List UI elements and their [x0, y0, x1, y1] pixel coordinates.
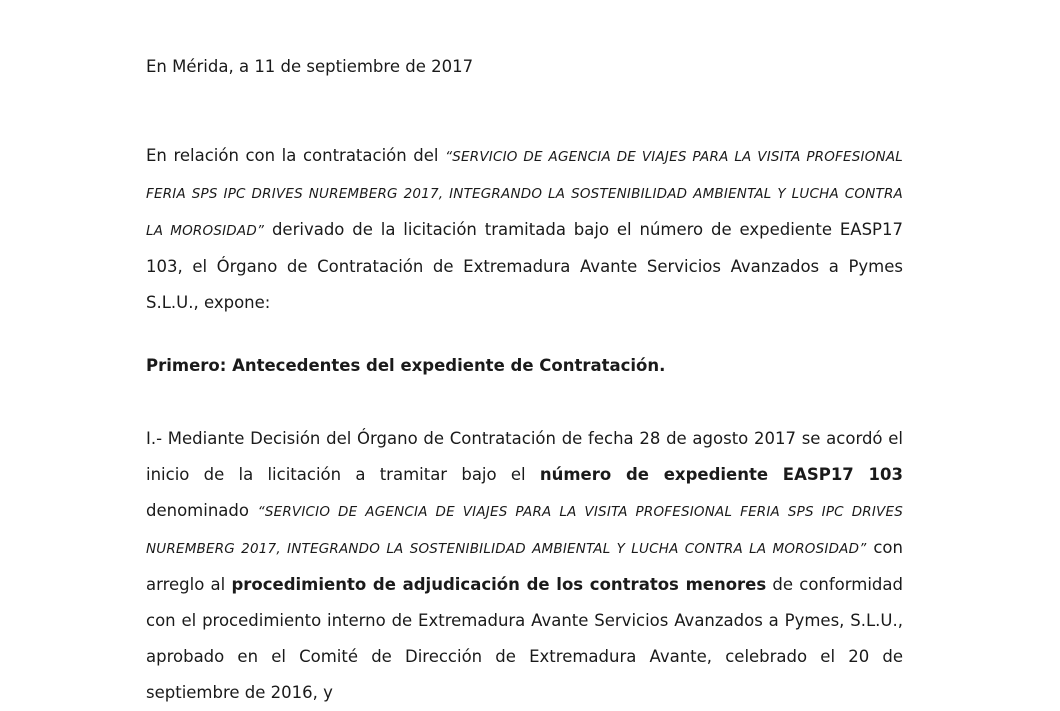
- section-heading-primero: Primero: Antecedentes del expediente de Contratación.: [146, 356, 666, 375]
- section-i-text-1: I.- Mediante Decisión del Órgano de Contratación de fecha 28 de agosto 2017 se acordó el inicio de la licitación a tramitar bajo el: [146, 429, 903, 484]
- section-i-text-4: de conformidad con el procedimiento interno de Extremadura Avante Servicios Avanzados a Pymes, S.L.U., aprobado en el Comité de Dirección de Extremadura Avante, celebrado el 20 de septiembre de 2016, y: [146, 575, 903, 702]
- intro-text-start: En relación con la contratación del: [146, 146, 446, 165]
- section-i-text-2: denominado: [146, 501, 258, 520]
- date-line: En Mérida, a 11 de septiembre de 2017: [146, 57, 474, 76]
- contract-title: “SERVICIO DE AGENCIA DE VIAJES PARA LA VISITA PROFESIONAL FERIA SPS IPC DRIVES NUREMBERG 2017, INTEGRANDO LA SOSTENIBILIDAD AMBIENTAL Y LUCHA CONTRA LA MOROSIDAD”: [146, 149, 903, 239]
- contract-title-repeat: “SERVICIO DE AGENCIA DE VIAJES PARA LA VISITA PROFESIONAL FERIA SPS IPC DRIVES NUREMBERG 2017, INTEGRANDO LA SOSTENIBILIDAD AMBIENTAL Y LUCHA CONTRA LA MOROSIDAD”: [146, 504, 903, 557]
- intro-paragraph: [146, 138, 903, 321]
- section-i-text-3: con arreglo al: [146, 538, 903, 594]
- expediente-number: número de expediente EASP17 103: [539, 465, 903, 484]
- section-i-paragraph: [146, 421, 903, 711]
- procedure-name: procedimiento de adjudicación de los contratos menores: [231, 575, 767, 594]
- intro-text-end: derivado de la licitación tramitada bajo el número de expediente EASP17 103, el Órgano de Contratación de Extremadura Avante Servicios Avanzados a Pymes S.L.U., expone:: [146, 220, 904, 312]
